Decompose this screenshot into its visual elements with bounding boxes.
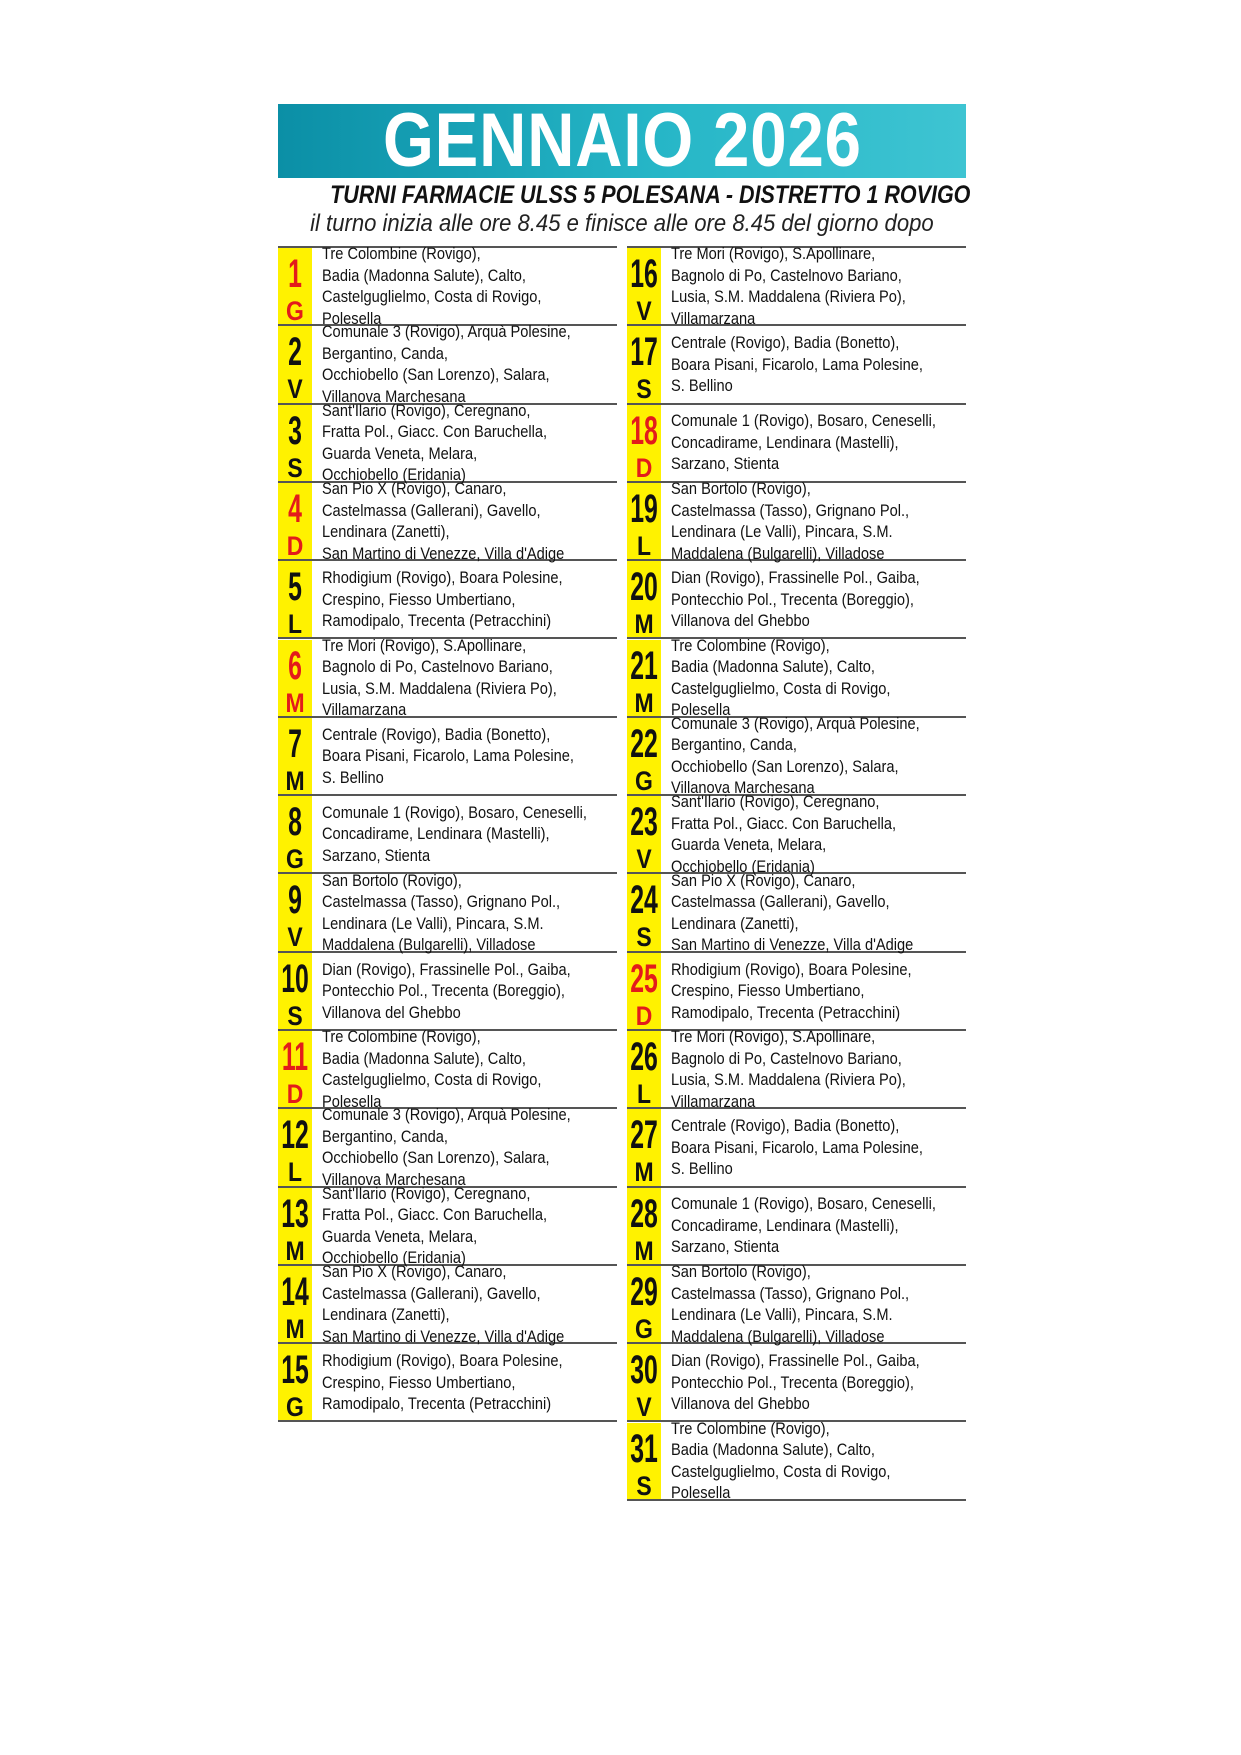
pharmacy-line: Villanova del Ghebbo — [671, 611, 810, 631]
pharmacy-line: Castelmassa (Tasso), Grignano Pol., — [671, 500, 910, 520]
pharmacy-list — [322, 1105, 614, 1189]
pharmacy-list — [671, 713, 963, 798]
pharmacy-line: Rhodigium (Rovigo), Boara Polesine, — [671, 959, 912, 979]
day-box — [627, 640, 661, 716]
pharmacy-line: Comunale 1 (Rovigo), Bosaro, Ceneselli, — [671, 1194, 936, 1214]
pharmacy-line: Ramodipalo, Trecenta (Petracchini) — [322, 611, 552, 631]
pharmacy-line: Crespino, Fiesso Umbertiano, — [671, 981, 865, 1001]
pharmacy-list — [671, 561, 963, 637]
pharmacy-line: Concadirame, Lendinara (Mastelli), — [671, 1215, 899, 1235]
pharmacy-line: Castelmassa (Tasso), Grignano Pol., — [671, 1283, 910, 1303]
day-box — [278, 640, 312, 716]
pharmacy-line: San Pio X (Rovigo), Canaro, — [322, 1262, 507, 1282]
pharmacy-line: Bagnolo di Po, Castelnovo Bariano, — [671, 265, 902, 285]
pharmacy-list — [322, 479, 614, 563]
day-box — [627, 1188, 661, 1264]
weekday-letter: L — [287, 609, 303, 640]
duty-row — [278, 1105, 617, 1189]
weekday-letter: V — [287, 374, 303, 405]
day-number: 22 — [630, 721, 658, 766]
pharmacy-line: Lendinara (Zanetti), — [322, 1305, 450, 1325]
pharmacy-list — [671, 1027, 963, 1111]
pharmacy-line: Crespino, Fiesso Umbertiano, — [322, 1372, 516, 1392]
pharmacy-list — [322, 322, 614, 406]
pharmacy-line: Pontecchio Pol., Trecenta (Boreggio), — [671, 1372, 914, 1392]
pharmacy-line: Concadirame, Lendinara (Mastelli), — [322, 824, 550, 844]
pharmacy-list — [671, 1418, 963, 1503]
pharmacy-line: San Pio X (Rovigo), Canaro, — [322, 479, 507, 499]
pharmacy-list — [322, 561, 614, 637]
duty-row — [627, 1344, 966, 1422]
pharmacy-line: Bagnolo di Po, Castelnovo Bariano, — [322, 657, 553, 677]
pharmacy-line: San Bortolo (Rovigo), — [671, 479, 811, 499]
duty-row — [627, 1027, 966, 1111]
day-number: 7 — [288, 721, 302, 766]
weekday-letter: V — [636, 844, 652, 875]
pharmacy-list — [322, 718, 614, 794]
pharmacy-line: Boara Pisani, Ficarolo, Lama Polesine, — [322, 746, 574, 766]
pharmacy-line: Lendinara (Le Valli), Pincara, S.M. — [671, 522, 893, 542]
day-number: 20 — [630, 565, 658, 610]
pharmacy-line: Occhiobello (San Lorenzo), Salara, — [671, 756, 899, 776]
pharmacy-line: Tre Colombine (Rovigo), — [322, 1027, 481, 1047]
weekday-letter: S — [636, 374, 652, 405]
duty-row — [627, 792, 966, 876]
pharmacy-line: Badia (Madonna Salute), Calto, — [322, 1048, 526, 1068]
weekday-letter: S — [636, 922, 652, 953]
pharmacy-line: Castelmassa (Tasso), Grignano Pol., — [322, 892, 561, 912]
duty-row — [278, 244, 617, 328]
pharmacy-line: Badia (Madonna Salute), Calto, — [671, 1440, 875, 1460]
day-number: 16 — [630, 252, 658, 296]
weekday-letter: V — [636, 296, 652, 326]
pharmacy-list — [671, 1262, 963, 1346]
day-box — [278, 718, 312, 794]
pharmacy-list — [322, 1344, 614, 1420]
duty-row — [278, 953, 617, 1031]
day-box — [278, 796, 312, 875]
pharmacy-line: Lusia, S.M. Maddalena (Riviera Po), — [671, 287, 906, 307]
day-number: 13 — [281, 1191, 309, 1236]
day-box — [278, 953, 312, 1029]
weekday-letter: D — [635, 452, 653, 483]
day-box — [278, 1344, 312, 1423]
duty-row — [278, 1344, 617, 1422]
pharmacy-line: Pontecchio Pol., Trecenta (Boreggio), — [671, 589, 914, 609]
day-box — [278, 405, 312, 481]
day-box — [627, 248, 661, 324]
weekday-letter: G — [635, 1313, 653, 1344]
duty-row — [278, 635, 617, 720]
day-number: 24 — [630, 878, 658, 923]
duty-row — [627, 244, 966, 328]
duty-row — [627, 1188, 966, 1266]
duty-row — [278, 400, 617, 485]
page-title-container — [278, 104, 966, 178]
weekday-letter: G — [286, 296, 304, 326]
schedule-note: il turno inizia alle ore 8.45 e finisce alle ore 8.45 del giorno dopo — [310, 210, 934, 237]
pharmacy-line: Sarzano, Stienta — [671, 454, 780, 474]
weekday-letter: D — [635, 1000, 653, 1031]
day-box — [627, 718, 661, 794]
pharmacy-line: Villamarzana — [322, 700, 407, 720]
pharmacy-line: Dian (Rovigo), Frassinelle Pol., Gaiba, — [671, 568, 920, 588]
pharmacy-line: Villanova del Ghebbo — [322, 1002, 461, 1022]
pharmacy-line: Sant'Ilario (Rovigo), Ceregnano, — [671, 792, 880, 812]
duty-row — [627, 1418, 966, 1503]
pharmacy-line: Villanova Marchesana — [322, 386, 466, 406]
day-box — [627, 953, 661, 1029]
pharmacy-list — [322, 953, 614, 1029]
day-box — [627, 1266, 661, 1342]
duty-row — [627, 953, 966, 1031]
day-number: 19 — [630, 486, 658, 531]
pharmacy-line: Fratta Pol., Giacc. Con Baruchella, — [322, 1205, 548, 1225]
pharmacy-line: Villanova del Ghebbo — [671, 1394, 810, 1414]
pharmacy-line: Guarda Veneta, Melara, — [671, 835, 827, 855]
pharmacy-list — [322, 635, 614, 720]
pharmacy-line: Bergantino, Canda, — [322, 1126, 448, 1146]
day-box — [278, 561, 312, 640]
day-number: 18 — [630, 408, 658, 453]
pharmacy-list — [671, 326, 963, 402]
duty-row — [278, 718, 617, 796]
pharmacy-line: Castelmassa (Gallerani), Gavello, — [322, 500, 541, 520]
pharmacy-line: San Pio X (Rovigo), Canaro, — [671, 870, 856, 890]
pharmacy-line: Maddalena (Bulgarelli), Villadose — [322, 935, 536, 955]
day-number: 15 — [281, 1348, 309, 1393]
pharmacy-list — [671, 953, 963, 1029]
pharmacy-line: San Martino di Venezze, Villa d'Adige — [671, 935, 914, 955]
day-box — [627, 405, 661, 481]
pharmacy-line: Sant'Ilario (Rovigo), Ceregnano, — [322, 400, 531, 420]
weekday-letter: L — [636, 530, 652, 561]
weekday-letter: S — [636, 1470, 652, 1501]
day-number: 10 — [281, 956, 309, 1001]
duty-row — [627, 870, 966, 955]
pharmacy-line: Castelguglielmo, Costa di Rovigo, — [671, 1461, 891, 1481]
pharmacy-line: Villamarzana — [671, 308, 756, 328]
day-number: 28 — [630, 1191, 658, 1236]
pharmacy-list — [671, 479, 963, 563]
duty-row — [278, 870, 617, 955]
pharmacy-list — [671, 870, 963, 955]
pharmacy-line: Crespino, Fiesso Umbertiano, — [322, 589, 516, 609]
day-number: 3 — [288, 408, 302, 453]
pharmacy-line: San Martino di Venezze, Villa d'Adige — [322, 543, 565, 563]
pharmacy-line: Bergantino, Canda, — [322, 343, 448, 363]
subtitle: TURNI FARMACIE ULSS 5 POLESANA - DISTRETTO 1 ROVIGO — [330, 181, 971, 209]
pharmacy-list — [322, 870, 614, 955]
pharmacy-line: Sarzano, Stienta — [671, 1237, 780, 1257]
day-number: 30 — [630, 1348, 658, 1393]
pharmacy-line: Tre Mori (Rovigo), S.Apollinare, — [671, 244, 876, 264]
pharmacy-line: Maddalena (Bulgarelli), Villadose — [671, 543, 885, 563]
weekday-letter: G — [286, 1392, 304, 1423]
pharmacy-line: Centrale (Rovigo), Badia (Bonetto), — [322, 724, 551, 744]
day-number: 2 — [288, 330, 302, 375]
duty-row — [627, 326, 966, 404]
pharmacy-list — [671, 1109, 963, 1185]
day-box — [627, 1423, 661, 1499]
weekday-letter: G — [286, 844, 304, 875]
duty-row — [278, 479, 617, 563]
weekday-letter: M — [285, 687, 305, 718]
pharmacy-line: Ramodipalo, Trecenta (Petracchini) — [671, 1002, 901, 1022]
schedule-note-container — [278, 210, 966, 239]
weekday-letter: L — [287, 1157, 303, 1188]
day-box — [627, 1109, 661, 1188]
day-box — [627, 1344, 661, 1423]
day-number: 29 — [630, 1269, 658, 1314]
pharmacy-line: Comunale 3 (Rovigo), Arquà Polesine, — [322, 322, 571, 342]
day-box — [278, 326, 312, 405]
pharmacy-line: S. Bellino — [322, 767, 384, 787]
weekday-letter: S — [287, 1000, 303, 1031]
pharmacy-list — [671, 635, 963, 720]
weekday-letter: M — [285, 1313, 305, 1344]
pharmacy-line: Villanova Marchesana — [322, 1169, 466, 1189]
pharmacy-line: Boara Pisani, Ficarolo, Lama Polesine, — [671, 354, 923, 374]
pharmacy-line: Comunale 3 (Rovigo), Arquà Polesine, — [322, 1105, 571, 1125]
duty-row — [278, 322, 617, 406]
day-box — [278, 1109, 312, 1188]
day-number: 6 — [288, 643, 302, 688]
pharmacy-line: Occhiobello (San Lorenzo), Salara, — [322, 1148, 550, 1168]
duty-row — [627, 635, 966, 720]
pharmacy-line: Castelmassa (Gallerani), Gavello, — [322, 1283, 541, 1303]
pharmacy-line: S. Bellino — [671, 376, 733, 396]
pharmacy-line: Bergantino, Canda, — [671, 735, 797, 755]
pharmacy-line: Lendinara (Zanetti), — [322, 522, 450, 542]
weekday-letter: L — [636, 1079, 652, 1109]
duty-row — [278, 1262, 617, 1346]
weekday-letter: S — [287, 452, 303, 483]
day-number: 8 — [288, 800, 302, 845]
pharmacy-line: Lendinara (Le Valli), Pincara, S.M. — [671, 1305, 893, 1325]
pharmacy-line: Polesella — [322, 1091, 382, 1111]
pharmacy-list — [322, 1262, 614, 1346]
weekday-letter: M — [634, 687, 654, 718]
pharmacy-line: Centrale (Rovigo), Badia (Bonetto), — [671, 333, 900, 353]
pharmacy-line: Tre Colombine (Rovigo), — [322, 244, 481, 264]
duty-row — [278, 1183, 617, 1268]
pharmacy-line: Tre Colombine (Rovigo), — [671, 635, 830, 655]
day-number: 11 — [281, 1035, 309, 1079]
day-box — [627, 561, 661, 640]
pharmacy-line: Concadirame, Lendinara (Mastelli), — [671, 432, 899, 452]
day-number: 27 — [630, 1113, 658, 1158]
day-box — [627, 326, 661, 405]
pharmacy-list — [322, 796, 614, 872]
day-number: 12 — [281, 1113, 309, 1158]
day-number: 31 — [630, 1426, 658, 1471]
weekday-letter: M — [634, 1157, 654, 1188]
pharmacy-line: Boara Pisani, Ficarolo, Lama Polesine, — [671, 1137, 923, 1157]
day-box — [627, 874, 661, 953]
pharmacy-line: Badia (Madonna Salute), Calto, — [671, 657, 875, 677]
duty-row — [627, 561, 966, 639]
pharmacy-line: Fratta Pol., Giacc. Con Baruchella, — [671, 813, 897, 833]
pharmacy-line: Tre Mori (Rovigo), S.Apollinare, — [322, 635, 527, 655]
duty-row — [278, 561, 617, 639]
pharmacy-line: Polesella — [671, 1483, 731, 1503]
pharmacy-line: Badia (Madonna Salute), Calto, — [322, 265, 526, 285]
day-number: 9 — [288, 878, 302, 923]
pharmacy-line: Rhodigium (Rovigo), Boara Polesine, — [322, 1351, 563, 1371]
day-number: 1 — [288, 252, 302, 296]
subtitle-container — [278, 180, 971, 210]
pharmacy-list — [671, 1344, 963, 1420]
day-number: 26 — [630, 1035, 658, 1079]
pharmacy-line: Fratta Pol., Giacc. Con Baruchella, — [322, 422, 548, 442]
weekday-letter: M — [285, 1235, 305, 1266]
day-box — [278, 483, 312, 559]
day-box — [627, 483, 661, 559]
pharmacy-line: San Bortolo (Rovigo), — [671, 1262, 811, 1282]
pharmacy-line: Occhiobello (Eridania) — [322, 465, 466, 485]
day-box — [278, 874, 312, 953]
pharmacy-line: Occhiobello (Eridania) — [671, 856, 815, 876]
weekday-letter: G — [635, 765, 653, 796]
pharmacy-line: Polesella — [322, 308, 382, 328]
pharmacy-line: Centrale (Rovigo), Badia (Bonetto), — [671, 1116, 900, 1136]
day-number: 25 — [630, 956, 658, 1001]
duty-row — [627, 1109, 966, 1187]
day-box — [278, 1188, 312, 1264]
weekday-letter: M — [634, 609, 654, 640]
pharmacy-line: Guarda Veneta, Melara, — [322, 443, 478, 463]
pharmacy-line: Tre Mori (Rovigo), S.Apollinare, — [671, 1027, 876, 1047]
pharmacy-line: Castelguglielmo, Costa di Rovigo, — [671, 678, 891, 698]
duty-row — [278, 796, 617, 874]
pharmacy-line: Tre Colombine (Rovigo), — [671, 1418, 830, 1438]
day-number: 23 — [630, 800, 658, 845]
pharmacy-line: Maddalena (Bulgarelli), Villadose — [671, 1326, 885, 1346]
day-box — [627, 1031, 661, 1107]
weekday-letter: V — [636, 1392, 652, 1423]
weekday-letter: D — [286, 530, 304, 561]
weekday-letter: V — [287, 922, 303, 953]
pharmacy-line: Castelguglielmo, Costa di Rovigo, — [322, 1070, 542, 1090]
pharmacy-line: Lendinara (Zanetti), — [671, 913, 799, 933]
day-number: 21 — [630, 643, 658, 688]
duty-row — [627, 479, 966, 563]
day-box — [278, 1031, 312, 1107]
day-box — [278, 248, 312, 324]
day-number: 14 — [281, 1269, 309, 1314]
pharmacy-line: Lusia, S.M. Maddalena (Riviera Po), — [671, 1070, 906, 1090]
duty-row — [627, 405, 966, 483]
pharmacy-line: Dian (Rovigo), Frassinelle Pol., Gaiba, — [671, 1351, 920, 1371]
pharmacy-line: Sant'Ilario (Rovigo), Ceregnano, — [322, 1183, 531, 1203]
pharmacy-line: Occhiobello (Eridania) — [322, 1248, 466, 1268]
pharmacy-list — [671, 1188, 963, 1264]
pharmacy-line: Castelmassa (Gallerani), Gavello, — [671, 892, 890, 912]
pharmacy-list — [322, 1027, 614, 1111]
pharmacy-list — [671, 244, 963, 328]
pharmacy-line: Pontecchio Pol., Trecenta (Boreggio), — [322, 981, 565, 1001]
pharmacy-line: Comunale 1 (Rovigo), Bosaro, Ceneselli, — [322, 802, 587, 822]
pharmacy-line: Rhodigium (Rovigo), Boara Polesine, — [322, 568, 563, 588]
pharmacy-line: Comunale 1 (Rovigo), Bosaro, Ceneselli, — [671, 411, 936, 431]
duty-row — [278, 1027, 617, 1111]
day-number: 17 — [630, 330, 658, 375]
pharmacy-line: Lendinara (Le Valli), Pincara, S.M. — [322, 913, 544, 933]
day-box — [627, 796, 661, 875]
pharmacy-line: Castelguglielmo, Costa di Rovigo, — [322, 287, 542, 307]
pharmacy-list — [322, 244, 614, 328]
pharmacy-line: Comunale 3 (Rovigo), Arquà Polesine, — [671, 713, 920, 733]
pharmacy-line: San Bortolo (Rovigo), — [322, 870, 462, 890]
weekday-letter: D — [286, 1079, 304, 1109]
pharmacy-list — [671, 792, 963, 876]
pharmacy-list — [322, 1183, 614, 1268]
pharmacy-list — [671, 405, 963, 481]
page-title: GENNAIO 2026 — [382, 104, 862, 178]
pharmacy-list — [322, 400, 614, 485]
duty-row — [627, 1262, 966, 1346]
pharmacy-line: Lusia, S.M. Maddalena (Riviera Po), — [322, 678, 557, 698]
pharmacy-line: Sarzano, Stienta — [322, 845, 431, 865]
pharmacy-line: Polesella — [671, 700, 731, 720]
pharmacy-line: S. Bellino — [671, 1159, 733, 1179]
pharmacy-line: San Martino di Venezze, Villa d'Adige — [322, 1326, 565, 1346]
day-number: 5 — [288, 565, 302, 610]
pharmacy-line: Bagnolo di Po, Castelnovo Bariano, — [671, 1048, 902, 1068]
pharmacy-line: Guarda Veneta, Melara, — [322, 1226, 478, 1246]
pharmacy-line: Villamarzana — [671, 1091, 756, 1111]
pharmacy-line: Ramodipalo, Trecenta (Petracchini) — [322, 1394, 552, 1414]
pharmacy-line: Dian (Rovigo), Frassinelle Pol., Gaiba, — [322, 959, 571, 979]
day-box — [278, 1266, 312, 1342]
day-number: 4 — [288, 486, 302, 531]
weekday-letter: M — [634, 1235, 654, 1266]
weekday-letter: M — [285, 765, 305, 796]
duty-row — [627, 713, 966, 798]
pharmacy-line: Occhiobello (San Lorenzo), Salara, — [322, 365, 550, 385]
pharmacy-line: Villanova Marchesana — [671, 778, 815, 798]
